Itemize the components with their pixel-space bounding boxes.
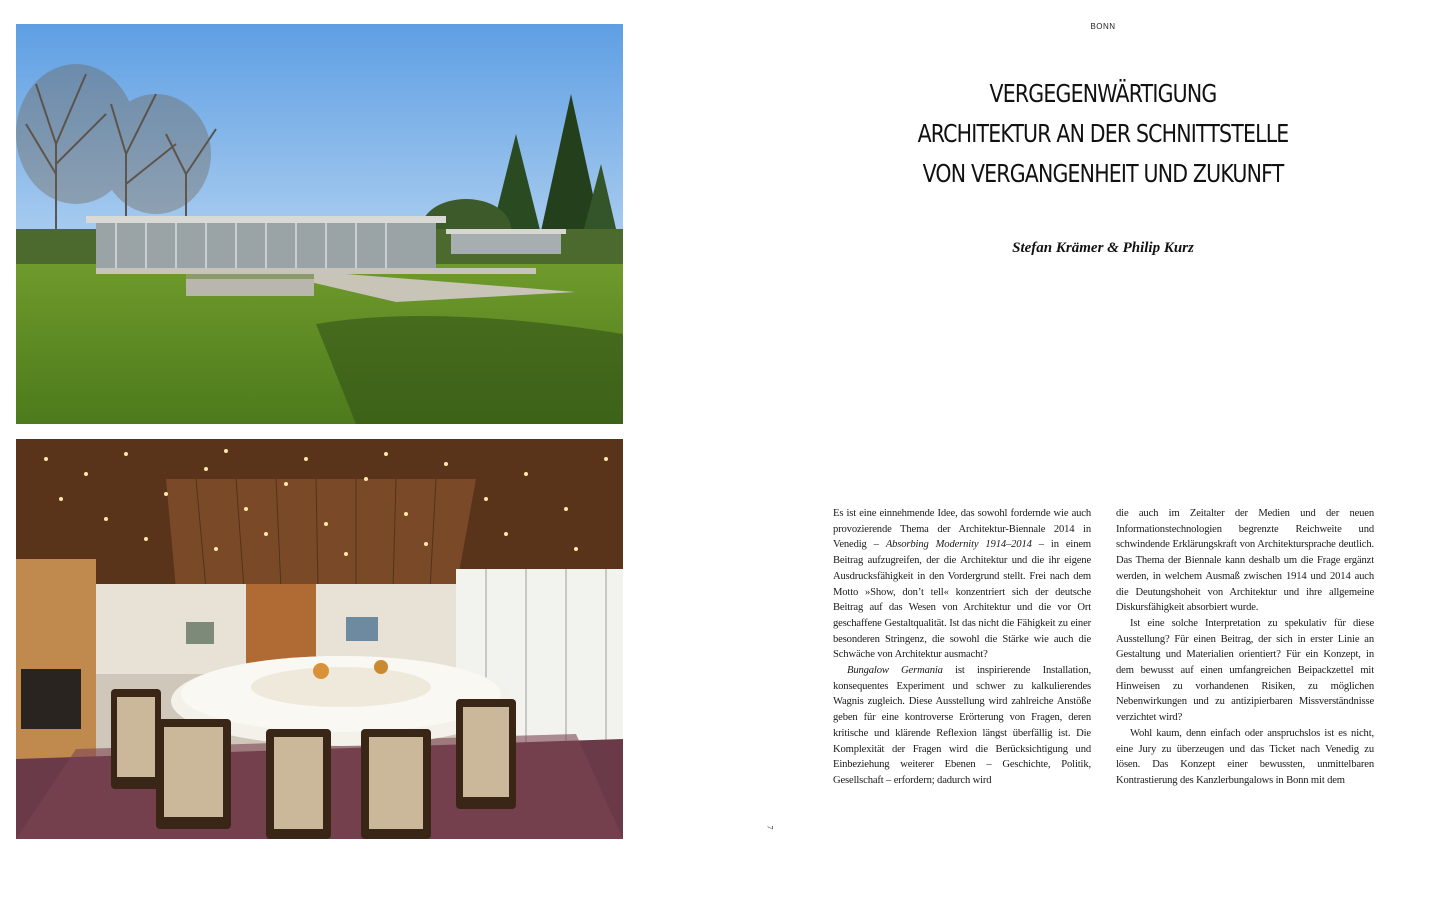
- running-head: BONN: [1090, 22, 1116, 31]
- paragraph: die auch im Zeitalter der Medien und der neuen Informationstechnologien begrenzte Reichweite und schwindende Erklärungskraft von Architektursprache deutlich. Das Thema der Biennale kann deshalb um die Frage ergänzt werden, in welchem Ausmaß zwischen 1914 und 2014 auch die Deutungshoheit von Architektur und ihre allgemeine Diskursfähigkeit absorbiert wurde.: [1116, 508, 1374, 614]
- paragraph-text: – in einem Beitrag aufzugreifen, der die Architektur und die ihr eigene Ausdrucksfähigkeit in den Vordergrund stellt. Frei nach dem Motto »Show, don’t tell« konzentriert sich der deutsche Beitrag auf das Wesen von Architektur und die vor Ort geschaffene Gestaltqualität. Ist das nicht die Fähigkeit zu einer besonderen Stringenz, die sowohl die Stärke wie auch die Schwäche von Architektur ausmacht?: [833, 539, 1091, 661]
- title-line-1: VERGEGENWÄRTIGUNG: [989, 79, 1217, 108]
- photo-bungalow-exterior: [16, 24, 623, 424]
- paragraph: [833, 663, 1091, 789]
- text-column-right: [1116, 506, 1374, 789]
- paragraph: Ist eine solche Interpretation zu spekulativ für diese Ausstellung? Für einen Beitrag, der sich in erster Linie an Gestaltung und Materialien orientiert? Für ein Konzept, in dem bewusst auf einen umfangreichen Beipackzettel mit Hinweisen zu vorhandenen Risiken, zu möglichen Nebenwirkungen und zu antizipierbaren Missverständnisse verzichtet wird?: [1116, 617, 1374, 724]
- title-line-3: VON VERGANGENHEIT UND ZUKUNFT: [922, 159, 1284, 188]
- paragraph: Wohl kaum, denn einfach oder anspruchslos ist es nicht, eine Jury zu überzeugen und das Ticket nach Venedig zu lösen. Das Konzept einer bewussten, unmittelbaren Kontrastierung des Kanzlerbungalows in Bonn mit dem: [1116, 727, 1374, 786]
- paragraph-text: ist inspirierende Installation, konsequentes Experiment und schwer zu kalkulierendes Wagnis zugleich. Diese Ausstellung wird zahlreiche Anstöße geben für eine kontroverse Erörterung von Fragen, deren kritische und klärende Reflexion längst überfällig ist. Die Komplexität der Fragen wird die Berücksichtigung und Einbeziehung weiterer Ebenen – Geschichte, Politik, Gesellschaft – erfordern; dadurch wird: [833, 665, 1091, 786]
- article-title: [896, 74, 1311, 194]
- text-column-left: [833, 506, 1091, 789]
- italic-title: Bungalow Germania: [847, 665, 943, 677]
- page-number: 7: [765, 825, 775, 830]
- italic-title: Absorbing Modernity 1914–2014: [885, 539, 1032, 551]
- photo-conference-room: [16, 439, 623, 839]
- author-byline: Stefan Krämer & Philip Kurz: [1012, 240, 1194, 256]
- paragraph-text: Es ist eine einnehmende Idee, das sowohl fordernde wie auch provozierende Thema der Architektur-Biennale 2014 in Venedig –: [833, 508, 1091, 551]
- title-line-2: ARCHITEKTUR AN DER SCHNITTSTELLE: [917, 119, 1289, 148]
- paragraph: [833, 506, 1091, 663]
